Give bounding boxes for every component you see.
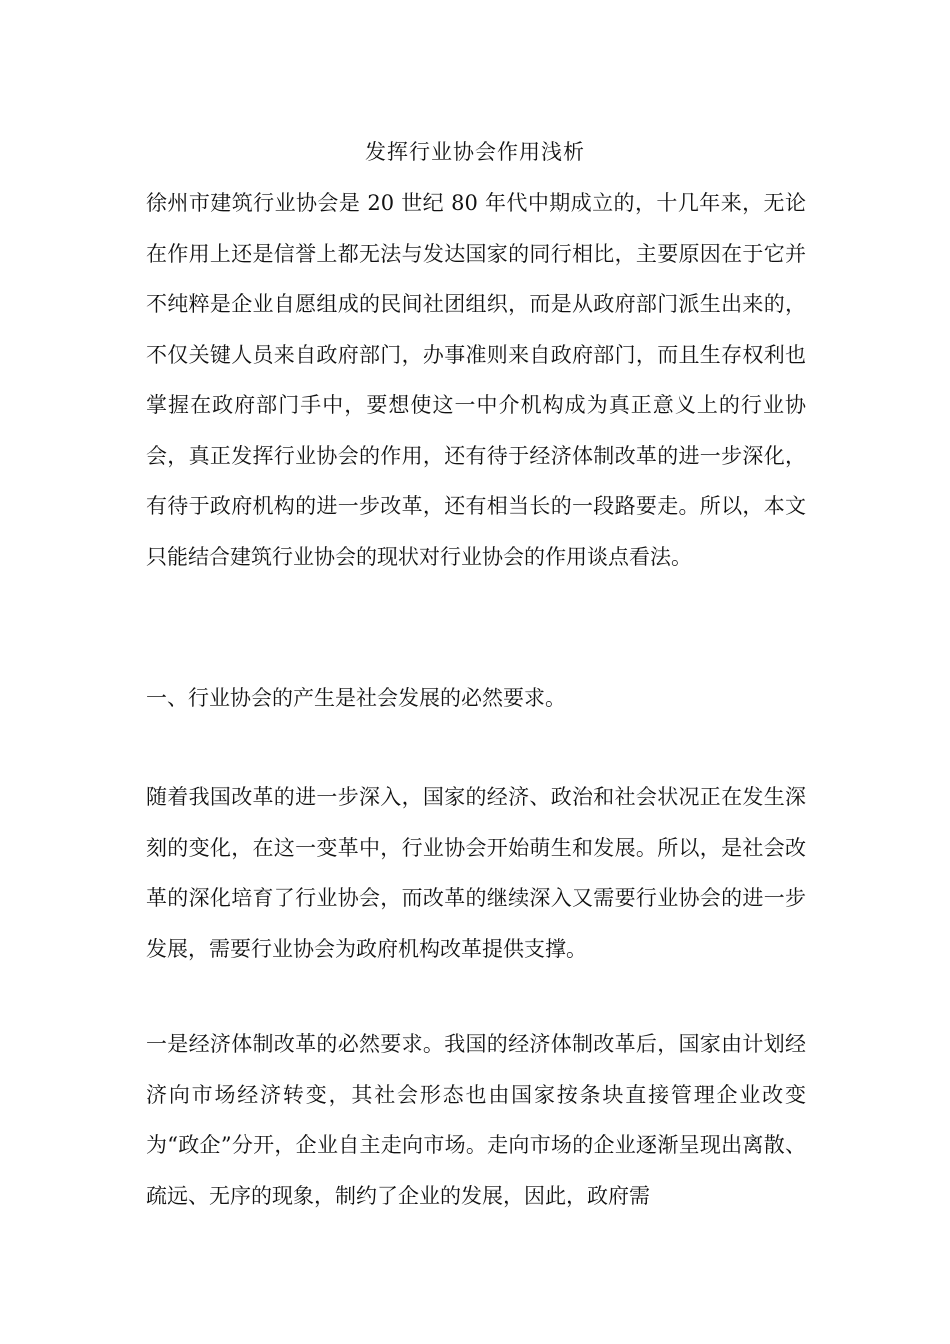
document-title: 发挥行业协会作用浅析: [365, 140, 585, 164]
paragraph-reform: 随着我国改革的进一步深入，国家的经济、政治和社会状况正在发生深刻的变化，在这一变革中，行业协会开始萌生和发展。所以，是社会改革的深化培育了行业协会，而改革的继续深入又需要行业协会的进一步发展，需要行业协会为政府机构改革提供支撑。: [146, 785, 806, 961]
paragraph-economic-reform: 一是经济体制改革的必然要求。我国的经济体制改革后，国家由计划经济向市场经济转变，其社会形态也由国家按条块直接管理企业改变为“政企”分开，企业自主走向市场。走向市场的企业逐渐呈现出离散、疏远、无序的现象，制约了企业的发展，因此，政府需: [146, 1032, 806, 1208]
section-heading-1: 一、行业协会的产生是社会发展的必然要求。: [146, 686, 566, 710]
paragraph-intro: 徐州市建筑行业协会是 20 世纪 80 年代中期成立的，十几年来，无论在作用上还是信誉上都无法与发达国家的同行相比，主要原因在于它并不纯粹是企业自愿组成的民间社团组织，而是从政府部门派生出来的，不仅关键人员来自政府部门，办事准则来自政府部门，而且生存权利也掌握在政府部门手中，要想使这一中介机构成为真正意义上的行业协会，真正发挥行业协会的作用，还有待于经济体制改革的进一步深化，有待于政府机构的进一步改革，还有相当长的一段路要走。所以，本文只能结合建筑行业协会的现状对行业协会的作用谈点看法。: [146, 191, 806, 569]
